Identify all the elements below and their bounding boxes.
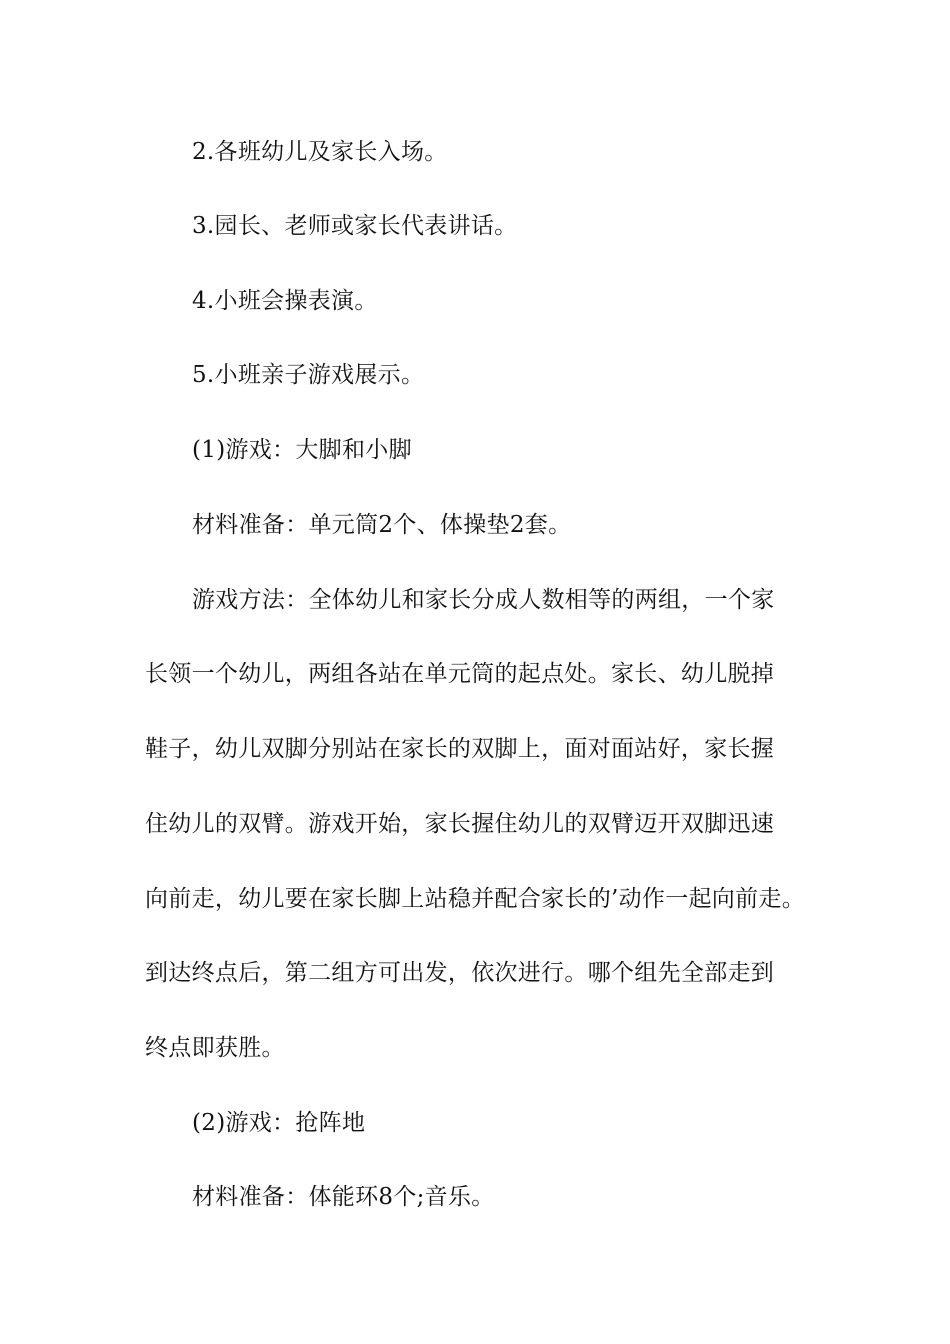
paragraph-step-2: 2.各班幼儿及家长入场。	[192, 139, 448, 165]
game-1-method-line-6: 到达终点后，第二组方可出发，依次进行。哪个组先全部走到	[145, 960, 775, 986]
game-1-method-line-2: 长领一个幼儿，两组各站在单元筒的起点处。家长、幼儿脱掉	[145, 661, 775, 687]
game-2-materials: 材料准备：体能环8个;音乐。	[192, 1184, 495, 1210]
game-1-method-line-5: 向前走，幼儿要在家长脚上站稳并配合家长的’动作一起向前走。	[145, 886, 806, 912]
game-2-heading: (2)游戏：抢阵地	[192, 1110, 366, 1136]
game-1-materials: 材料准备：单元筒2个、体操垫2套。	[192, 512, 572, 538]
game-1-method-line-3: 鞋子，幼儿双脚分别站在家长的双脚上，面对面站好，家长握	[145, 736, 775, 762]
game-1-method-line-7: 终点即获胜。	[145, 1035, 285, 1061]
paragraph-step-5: 5.小班亲子游戏展示。	[192, 362, 425, 388]
game-1-heading: (1)游戏：大脚和小脚	[192, 437, 412, 463]
paragraph-step-3: 3.园长、老师或家长代表讲话。	[192, 213, 518, 239]
game-1-method-line-1: 游戏方法：全体幼儿和家长分成人数相等的两组，一个家	[192, 587, 775, 613]
game-1-method-line-4: 住幼儿的双臂。游戏开始，家长握住幼儿的双臂迈开双脚迅速	[145, 811, 775, 837]
paragraph-step-4: 4.小班会操表演。	[192, 288, 378, 314]
